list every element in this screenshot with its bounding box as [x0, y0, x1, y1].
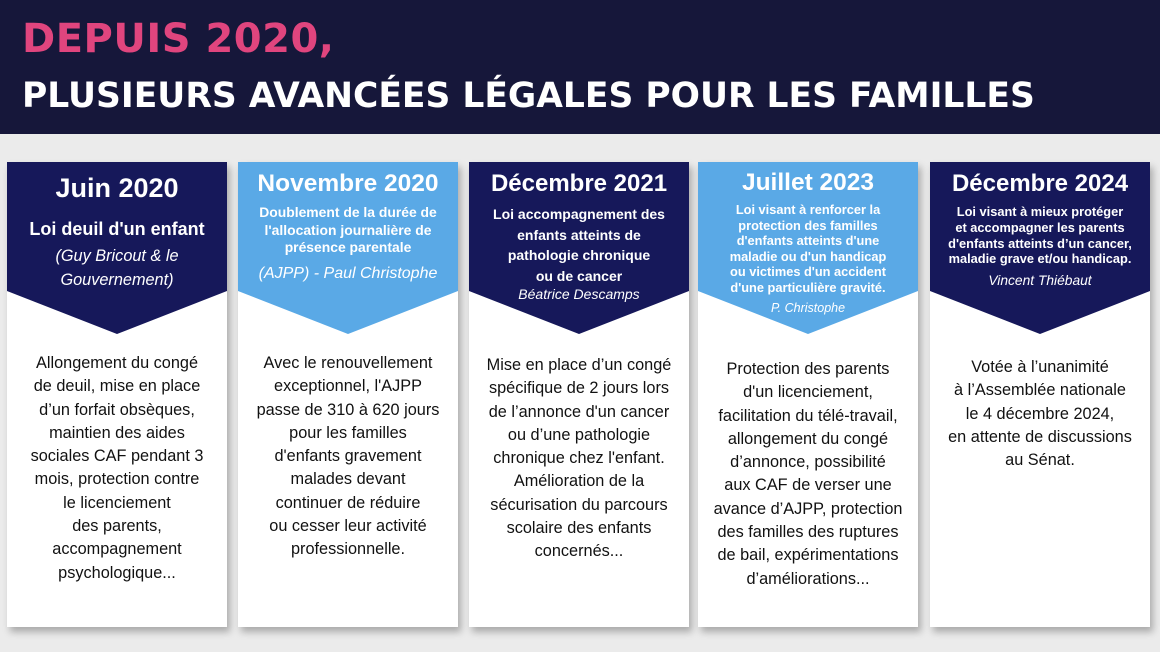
body-line: d’un forfait obsèques,: [39, 400, 195, 419]
law-line: d'enfants atteints d'une: [736, 233, 880, 248]
body-line: pour les familles: [289, 423, 407, 442]
card-date: Décembre 2021: [490, 170, 668, 197]
law-line: enfants atteints de: [517, 226, 641, 243]
card-date: Novembre 2020: [257, 170, 439, 197]
law-line: Loi visant à mieux protéger: [956, 204, 1124, 219]
author-line: (Guy Bricout & le: [55, 247, 179, 265]
card-description: [704, 358, 912, 591]
body-line: des parents,: [72, 517, 162, 536]
body-line: maintien des aides: [49, 423, 185, 442]
body-line: sécurisation du parcours: [490, 495, 668, 514]
author-line: (AJPP) - Paul Christophe: [258, 265, 438, 282]
timeline-card-novembre-2020: [238, 162, 458, 627]
law-line: ou victimes d'un accident: [730, 264, 886, 279]
body-line: ou cesser leur activité: [269, 517, 427, 536]
author-line: Gouvernement): [60, 271, 174, 289]
law-line: Loi visant à renforcer la: [735, 202, 881, 217]
card-date: Juin 2020: [55, 173, 179, 203]
body-line: à l’Assemblée nationale: [954, 381, 1126, 400]
card-date: Juillet 2023: [741, 169, 875, 196]
body-line: le licenciement: [63, 493, 171, 512]
card-law-title: [704, 202, 912, 295]
body-line: psychologique...: [58, 563, 176, 582]
timeline-card-juin-2020: [7, 162, 227, 627]
body-line: concernés...: [534, 542, 624, 561]
body-line: sociales CAF pendant 3: [30, 447, 204, 466]
law-line: l'allocation journalière de: [264, 221, 432, 238]
headline-since-2020: DEPUIS 2020,: [22, 16, 335, 62]
body-line: de bail, expérimentations: [717, 546, 899, 565]
headline-legal-advances: PLUSIEURS AVANCÉES LÉGALES POUR LES FAMILLES: [22, 76, 1035, 116]
card-law-title: [475, 204, 683, 286]
body-line: Mise en place d’un congé: [486, 356, 672, 374]
body-line: Avec le renouvellement: [263, 354, 433, 372]
body-line: malades devant: [290, 470, 406, 489]
body-line: chronique chez l'enfant.: [493, 449, 665, 468]
timeline-card-decembre-2021: [469, 162, 689, 627]
body-line: exceptionnel, l'AJPP: [274, 377, 422, 396]
author-line: P. Christophe: [770, 301, 846, 315]
card-law-title: [13, 219, 221, 241]
law-line: d'enfants atteints d’un cancer,: [948, 235, 1132, 251]
law-line: Loi deuil d'un enfant: [29, 219, 205, 239]
law-line: Loi accompagnement des: [493, 206, 665, 222]
card-author: [11, 244, 223, 292]
body-line: de l’annonce d'un cancer: [488, 402, 670, 421]
card-law-title: [936, 204, 1144, 267]
law-line: Doublement de la durée de: [259, 204, 437, 220]
card-author: [473, 285, 685, 303]
card-author: [934, 272, 1146, 290]
body-line: des familles des ruptures: [717, 523, 899, 542]
body-line: d’annonce, possibilité: [730, 453, 886, 472]
body-line: Allongement du congé: [35, 354, 199, 372]
card-author: [242, 264, 454, 285]
body-line: continuer de réduire: [275, 493, 421, 512]
body-line: d'enfants gravement: [274, 447, 422, 466]
card-description: [244, 352, 452, 562]
body-line: avance d’AJPP, protection: [713, 499, 903, 518]
card-description: [936, 356, 1144, 472]
body-line: facilitation du télé-travail,: [718, 406, 898, 425]
body-line: Amélioration de la: [513, 472, 645, 491]
timeline-card-decembre-2024: [930, 162, 1150, 627]
body-line: au Sénat.: [1005, 451, 1075, 470]
body-line: scolaire des enfants: [506, 519, 652, 538]
law-line: d'une particulière gravité.: [730, 279, 886, 295]
card-description: [475, 354, 683, 564]
body-line: Votée à l’unanimité: [971, 358, 1109, 376]
law-line: maladie grave et/ou handicap.: [948, 251, 1132, 267]
timeline-card-juillet-2023: [698, 162, 918, 627]
body-line: de deuil, mise en place: [33, 377, 201, 396]
body-line: ou d’une pathologie: [507, 425, 651, 444]
law-line: ou de cancer: [535, 267, 623, 284]
law-line: pathologie chronique: [507, 247, 651, 263]
body-line: passe de 310 à 620 jours: [256, 400, 440, 419]
card-law-title: [244, 204, 452, 257]
card-description: [13, 352, 221, 585]
body-line: le 4 décembre 2024,: [965, 404, 1115, 423]
body-line: spécifique de 2 jours lors: [488, 379, 670, 398]
body-line: mois, protection contre: [34, 470, 200, 489]
body-line: allongement du congé: [727, 429, 889, 448]
body-line: accompagnement: [52, 540, 182, 559]
body-line: aux CAF de verser une: [724, 476, 892, 495]
card-author: [702, 300, 914, 316]
author-line: Vincent Thiébaut: [988, 273, 1092, 288]
body-line: en attente de discussions: [948, 427, 1132, 446]
body-line: d'un licenciement,: [743, 383, 873, 402]
author-line: Béatrice Descamps: [518, 286, 640, 302]
law-line: et accompagner les parents: [955, 219, 1125, 235]
body-line: Protection des parents: [726, 360, 890, 378]
body-line: professionnelle.: [290, 540, 406, 559]
law-line: maladie ou d'un handicap: [729, 248, 887, 264]
law-line: protection des familles: [738, 217, 878, 233]
law-line: présence parentale: [284, 239, 412, 255]
body-line: d’améliorations...: [746, 569, 870, 588]
card-date: Décembre 2024: [951, 170, 1129, 197]
header-banner: [0, 0, 1160, 134]
